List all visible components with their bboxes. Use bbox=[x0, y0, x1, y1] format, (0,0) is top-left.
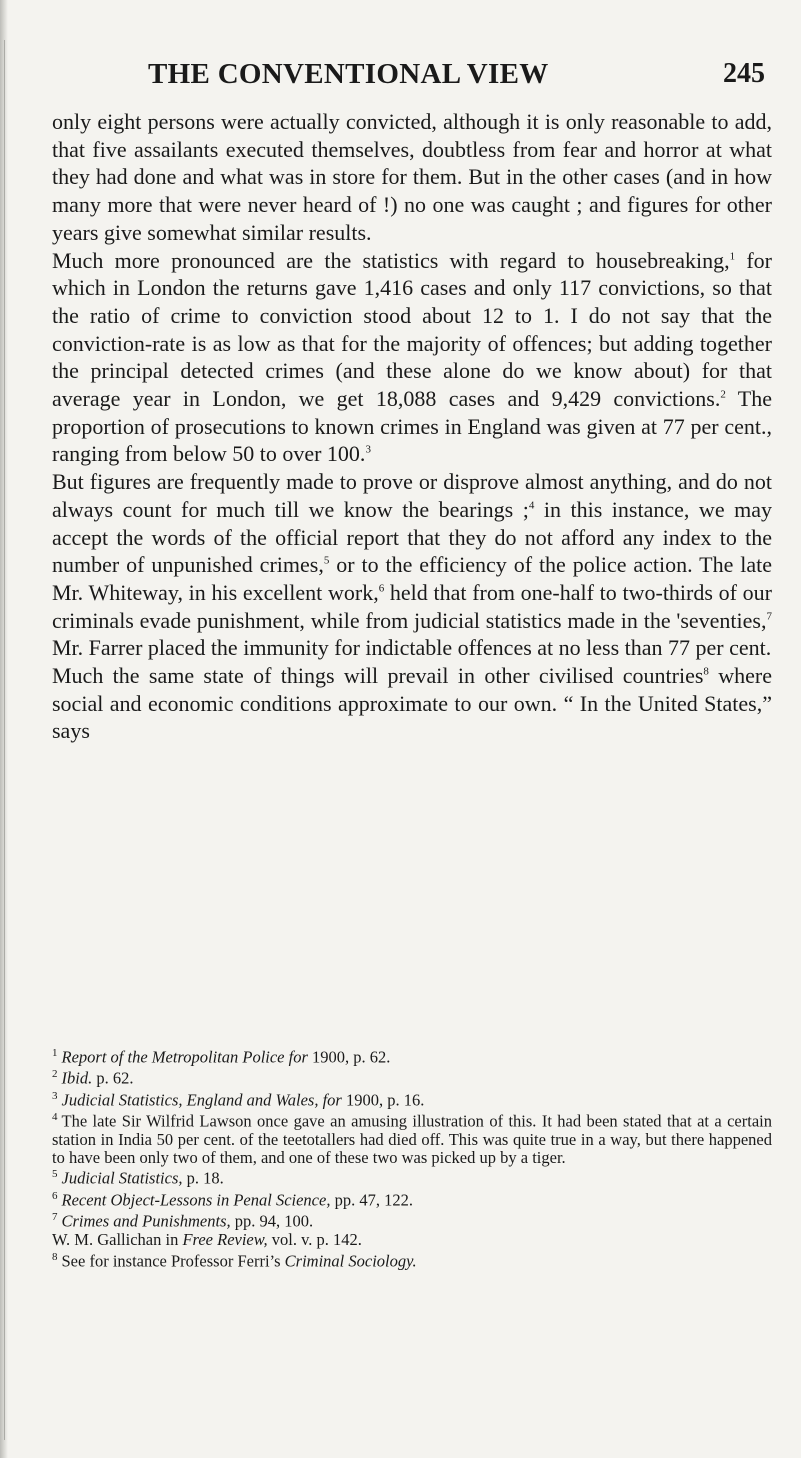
footnote-number: 1 bbox=[52, 1047, 58, 1059]
paragraph-4-text-b: where social and economic conditions approximate to our own. “ In the United States,” says bbox=[52, 663, 772, 744]
paragraph-2 bbox=[52, 247, 772, 469]
page-header bbox=[0, 58, 801, 98]
paragraph-3-text-d: held that from one-half to two-thirds of our criminals evade punishment, while from judicial statistics made in the 'seventies, bbox=[52, 579, 772, 633]
binding-shadow-line bbox=[4, 40, 5, 1440]
footnote-title: Recent Object-Lessons in Penal Science, bbox=[61, 1190, 331, 1210]
paragraph-4-text-a: Much the same state of things will prevail in other civilised countries bbox=[52, 663, 704, 689]
footnote bbox=[52, 1188, 772, 1209]
footnote-title: Free Review, bbox=[182, 1229, 268, 1249]
footnote-title: Judicial Statistics, England and Wales, for bbox=[61, 1090, 342, 1110]
paragraph-3-text-c: or to the efficiency of the police action. The late Mr. Whiteway, in his excellent work, bbox=[52, 552, 773, 605]
footnote-ref-5: 5 bbox=[323, 554, 330, 567]
footnote-number: 8 bbox=[52, 1250, 58, 1263]
footnote-number: 7 bbox=[52, 1211, 58, 1224]
footnote bbox=[52, 1249, 772, 1270]
footnote-text: pp. 47, 122. bbox=[330, 1190, 413, 1210]
footnote-text: 1900, p. 62. bbox=[307, 1047, 391, 1067]
footnote-title: Crimes and Punishments, bbox=[61, 1211, 231, 1231]
footnote-ref-4: 4 bbox=[528, 499, 535, 512]
footnote bbox=[52, 1231, 772, 1249]
paragraph-3-text-e: Mr. Farrer placed the immunity for indictable offences at no less than 77 per cent. bbox=[52, 635, 772, 661]
footnote bbox=[52, 1166, 772, 1187]
paragraph-2-text-c: The proportion of prosecutions to known crimes in England was given at 77 per cent., ranging from below 50 to over 100. bbox=[52, 386, 772, 467]
footnote-title: Ibid. bbox=[61, 1068, 93, 1088]
footnote-title: Judicial Statistics, bbox=[61, 1168, 183, 1188]
page-number: 245 bbox=[723, 58, 765, 89]
footnote bbox=[52, 1045, 772, 1066]
paragraph-3-text-a: But figures are frequently made to prove or disprove almost anything, and do not always count for much till we know the bearings ; bbox=[52, 469, 772, 522]
footnote-number: 6 bbox=[52, 1189, 58, 1202]
footnote bbox=[52, 1209, 772, 1230]
footnote-ref-8: 8 bbox=[703, 665, 709, 678]
paragraph-3-text-b: in this instance, we may accept the words of the official report that they do not afford any index to the number of unpunished crimes, bbox=[52, 496, 772, 578]
footnote-text-pre: W. M. Gallichan in bbox=[52, 1229, 183, 1249]
body-text bbox=[52, 108, 772, 745]
footnote-text-pre: See for instance Professor Ferri’s bbox=[61, 1251, 285, 1271]
footnote-text: 1900, p. 16. bbox=[341, 1090, 425, 1110]
paragraph-4 bbox=[52, 662, 772, 745]
footnote-text: p. 18. bbox=[182, 1168, 224, 1188]
footnote-number: 2 bbox=[52, 1068, 58, 1081]
footnote-text: vol. v. p. 142. bbox=[267, 1229, 362, 1249]
footnote-number: 3 bbox=[52, 1089, 58, 1102]
footnote bbox=[52, 1088, 772, 1109]
paragraph-3 bbox=[52, 468, 772, 662]
footnote bbox=[52, 1109, 772, 1166]
footnote-ref-1: 1 bbox=[729, 250, 736, 263]
footnote-number: 4 bbox=[52, 1111, 58, 1124]
paragraph-2-text-b: for which in London the returns gave 1,416 cases and only 117 convictions, so that the ratio of crime to conviction stood about 12 to 1. I do not say that the conviction-rate is as low as that for the majority of offences; but adding together the principal detected crimes (and these alone do we know about) for that average year in London, we get 18,088 cases and 9,429 convictions. bbox=[52, 247, 773, 412]
footnote-text: The late Sir Wilfrid Lawson once gave an amusing illustration of this. It had been stated that at a certain station in India 50 per cent. of the teetotallers had died off. This was quite true in a way, but there happened to have been only two of them, and one of these two was picked up by a tiger. bbox=[52, 1111, 772, 1167]
footnote-ref-2: 2 bbox=[720, 388, 726, 401]
paragraph-2-text-a: Much more pronounced are the statistics with regard to housebreaking, bbox=[52, 247, 730, 273]
footnote-ref-6: 6 bbox=[378, 582, 385, 595]
footnotes bbox=[52, 1045, 772, 1270]
footnote-title: Report of the Metropolitan Police for bbox=[61, 1047, 308, 1067]
footnote-title: Criminal Sociology. bbox=[284, 1251, 417, 1271]
paragraph-1-text: only eight persons were actually convicted, although it is only reasonable to add, that five assailants executed themselves, doubtless from fear and horror at what they had done and what was in store for them. But in the other cases (and in how many more that were never heard of !) no one was caught ; and figures for other years give somewhat similar results. bbox=[52, 109, 772, 245]
running-head: THE CONVENTIONAL VIEW bbox=[148, 58, 549, 90]
paragraph-1 bbox=[52, 108, 772, 247]
footnote-number: 5 bbox=[52, 1168, 58, 1181]
footnote bbox=[52, 1066, 772, 1087]
footnote-text: p. 62. bbox=[92, 1068, 134, 1088]
footnote-text: pp. 94, 100. bbox=[230, 1211, 314, 1231]
footnote-ref-3: 3 bbox=[365, 444, 371, 457]
footnote-ref-7: 7 bbox=[766, 610, 772, 623]
